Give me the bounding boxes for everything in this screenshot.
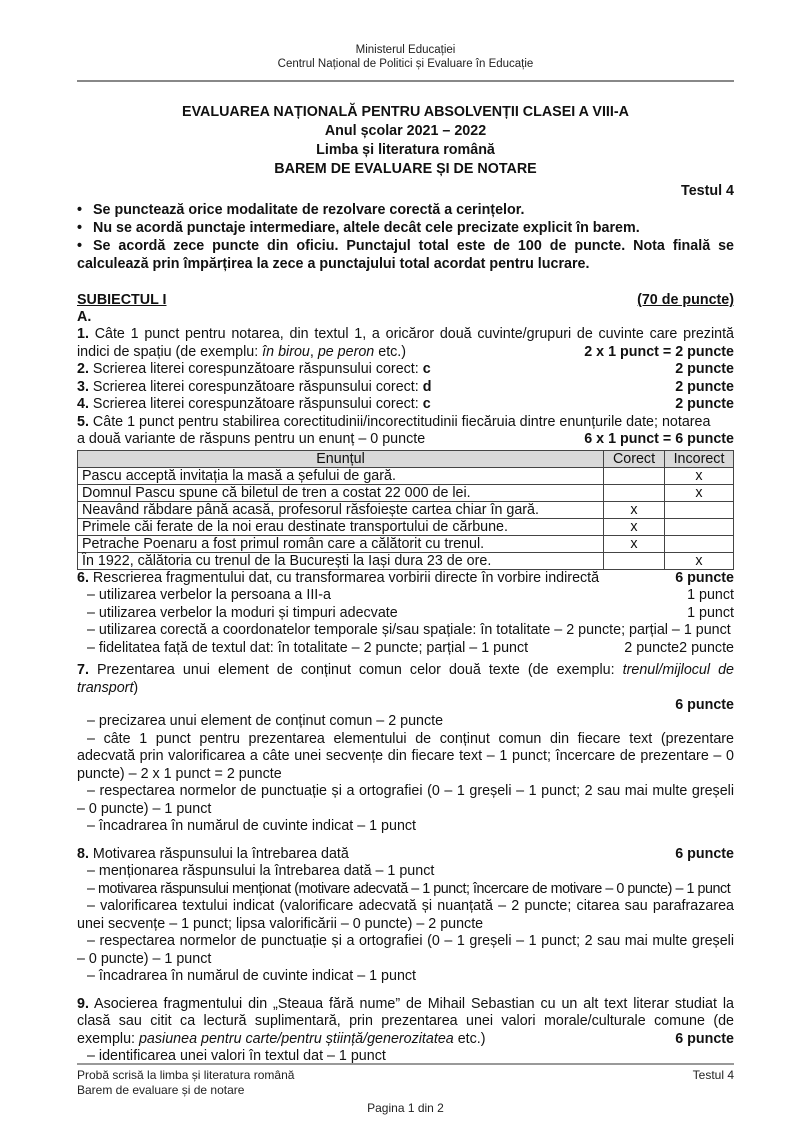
criterion: – utilizarea verbelor la persoana a III-a 1 punct	[87, 587, 734, 603]
table-row: Neavând răbdare până acasă, profesorul răsfoiește cartea chiar în gară. x	[78, 501, 734, 518]
bullet-icon: •	[77, 220, 83, 236]
table-row: Pascu acceptă invitația la masă a șefului de gară. x	[78, 467, 734, 484]
criterion: – valorificarea textului indicat (valorificare adecvată și nuanțată – 2 puncte; citarea sau parafrazarea unei secvențe – 1 punct; lipsa valorificării – 0 puncte) – 2 puncte	[77, 898, 734, 932]
answer-letter: c	[422, 396, 431, 412]
criterion: – încadrarea în numărul de cuvinte indicat – 1 punct	[87, 818, 417, 834]
rule-item: • Nu se acordă punctaje intermediare, altele decât cele precizate explicit în barem.	[77, 220, 640, 236]
subject-heading	[77, 291, 734, 309]
page-footer	[77, 1068, 734, 1116]
item-9: 9. Asocierea fragmentului din „Steaua fără nume” de Mihail Sebastian cu un alt text literar studiat la clasă sau citit ca lectură suplimentară, prin prezentarea unei valori morale/culturale comune (de exemplu: pasiunea pentru carte/pentru știință/generozitatea etc.) 6 puncte – identificarea unei valori în textul dat – 1 punct	[77, 995, 734, 1064]
subject-name: SUBIECTUL I	[77, 292, 167, 308]
section-label: A.	[77, 309, 92, 325]
footer-doc-type: Barem de evaluare și de notare	[77, 1083, 245, 1097]
item-7: 7. Prezentarea unui element de conținut comun celor două texte (de exemplu: trenul/mijlocul de transport) 6 puncte – precizarea unui element de conținut comun – 2 puncte – câte 1 punct pentru prezentarea elementului de conținut comun din fiecare text (prezentare adecvată prin valorificarea a câte unei secvențe din fiecare text – 1 punct; încercare de prezentare – 0 puncte) – 2 x 1 punct = 2 puncte – respectarea normelor de punctuație și a ortografiei (0 – 1 greșeli – 1 punct; 2 sau mai multe greșeli – 0 puncte) – 1 punct – încadrarea în numărul de cuvinte indicat – 1 punct	[77, 662, 734, 834]
item-6: 6. Rescrierea fragmentului dat, cu transformarea vorbirii directe în vorbire indirectă 6 puncte – utilizarea verbelor la persoana a III-a 1 punct – utilizarea verbelor la moduri și timpuri adecvate 1 punct – utilizarea corectă a coordonatelor temporale și/sau spațiale: în totalitate – 2 puncte; parțial – 1 punct 2 puncte – fidelitatea față de textul dat: în totalitate – 2 puncte; parțial – 1 punct 2 puncte	[77, 569, 734, 656]
document-page	[77, 0, 734, 1066]
table-row: Domnul Pascu spune că biletul de tren a costat 22 000 de lei. x	[78, 484, 734, 501]
footer-exam-name: Probă scrisă la limba și literatura română	[77, 1068, 295, 1082]
item-score: 6 puncte	[675, 569, 734, 586]
criterion: – încadrarea în numărul de cuvinte indicat – 1 punct	[87, 968, 417, 984]
rule-item: • Se acordă zece puncte din oficiu. Punctajul total este de 100 de puncte. Nota finală se calculează prin împărțirea la zece a punctajului total acordat pentru lucrare.	[77, 238, 734, 272]
title-line-barem: BAREM DE EVALUARE ȘI DE NOTARE	[274, 161, 537, 177]
table-header-row	[78, 450, 734, 467]
criterion: – utilizarea corectă a coordonatelor temporale și/sau spațiale: în totalitate – 2 puncte; parțial – 1 punct 2 puncte	[87, 622, 734, 656]
table-row: În 1922, călătoria cu trenul de la București la Iași dura 23 de ore. x	[78, 552, 734, 569]
subject-points: (70 de puncte)	[637, 292, 734, 308]
item-5: 5. Câte 1 punct pentru stabilirea corectitudinii/incorectitudinii fiecăruia dintre enunțurile date; notarea a două variante de răspuns pentru un enunț – 0 puncte 6 x 1 punct = 6 puncte Enunțul Corect Incorect Pascu acceptă invitația la masă a șefului de gară. x Domnul Pascu spune că biletul de tren a costat 22 000 de lei. x Neavând răbdare până acasă, profesorul răsfoiește cartea chiar în gară. x Primele căi ferate de la noi erau destinate transportului de cărbune. x Petrache Poenaru a fost primul român care a călătorit cu trenul. x În 1922, călătoria cu trenul de la București la Iași dura 23 de ore. x	[77, 413, 734, 569]
page-number: Pagina 1 din 2	[367, 1101, 444, 1115]
column-header-statement: Enunțul	[78, 450, 604, 467]
item-score: 6 puncte	[675, 845, 734, 862]
page-header	[77, 43, 734, 71]
item-score: 2 puncte	[675, 396, 734, 412]
criterion: – câte 1 punct pentru prezentarea elementului de conținut comun din fiecare text (prezentare adecvată prin valorificarea a câte unei secvențe din fiecare text – 1 punct; încercare de prezentare – 0 puncte) – 2 x 1 punct = 2 puncte	[77, 730, 734, 782]
table-row: Petrache Poenaru a fost primul român care a călătorit cu trenul. x	[78, 535, 734, 552]
criterion: – utilizarea verbelor la moduri și timpuri adecvate 1 punct	[87, 604, 734, 621]
item-score: 6 puncte	[675, 697, 734, 713]
footer-divider	[77, 1063, 734, 1065]
item-score: 6 x 1 punct = 6 puncte	[584, 431, 734, 447]
criterion: – motivarea răspunsului menționat (motivare adecvată – 1 punct; încercare de motivare – 0 puncte) – 1 punct	[87, 880, 731, 897]
ministry-name: Ministerul Educației	[355, 44, 456, 56]
bullet-icon: •	[77, 238, 83, 254]
item-1: 1. Câte 1 punct pentru notarea, din textul 1, a oricăror două cuvinte/grupuri de cuvinte care prezintă indici de spațiu (de exemplu: în birou, pe peron etc.) 2 x 1 punct = 2 puncte	[77, 326, 734, 360]
column-header-correct: Corect	[604, 450, 665, 467]
item-score: 2 x 1 punct = 2 puncte	[584, 343, 734, 360]
test-number: Testul 4	[681, 183, 734, 199]
table-row: Primele căi ferate de la noi erau destinate transportului de cărbune. x	[78, 518, 734, 535]
answer-letter: c	[422, 361, 431, 377]
item-score: 6 puncte	[675, 1030, 734, 1047]
bullet-icon: •	[77, 202, 83, 218]
title-line-subject: Limba și literatura română	[316, 142, 495, 158]
criterion: – fidelitatea față de textul dat: în totalitate – 2 puncte; parțial – 1 punct 2 puncte	[87, 639, 680, 656]
item-score: 2 puncte	[675, 361, 734, 377]
item-4: 4. Scrierea literei corespunzătoare răspunsului corect: c 2 puncte	[77, 396, 734, 412]
document-title	[77, 103, 734, 179]
title-line-year: Anul școlar 2021 – 2022	[324, 123, 487, 139]
answer-letter: d	[422, 378, 432, 395]
answers-table	[77, 450, 734, 570]
center-name: Centrul Național de Politici și Evaluare în Educație	[277, 58, 534, 70]
criterion: – menționarea răspunsului la întrebarea dată – 1 punct	[87, 863, 435, 879]
header-divider	[77, 80, 734, 82]
criterion: – respectarea normelor de punctuație și a ortografiei (0 – 1 greșeli – 1 punct; 2 sau mai multe greșeli – 0 puncte) – 1 punct	[77, 933, 734, 967]
column-header-incorrect: Incorect	[665, 450, 734, 467]
criterion: – precizarea unui element de conținut comun – 2 puncte	[87, 713, 444, 729]
footer-test-number: Testul 4	[692, 1068, 734, 1082]
item-2: 2. Scrierea literei corespunzătoare răspunsului corect: c 2 puncte	[77, 361, 734, 377]
item-3: 3. Scrierea literei corespunzătoare răspunsului corect: d 2 puncte	[77, 378, 734, 395]
general-rules	[77, 201, 734, 273]
title-line-exam: EVALUAREA NAȚIONALĂ PENTRU ABSOLVENȚII CLASEI A VIII-A	[182, 104, 629, 120]
criterion: – identificarea unei valori în textul dat – 1 punct	[87, 1048, 386, 1064]
item-score: 2 puncte	[675, 378, 734, 395]
rule-item: • Se punctează orice modalitate de rezolvare corectă a cerințelor.	[77, 202, 525, 218]
criterion: – respectarea normelor de punctuație și a ortografiei (0 – 1 greșeli – 1 punct; 2 sau mai multe greșeli – 0 puncte) – 1 punct	[77, 783, 734, 817]
item-8: 8. Motivarea răspunsului la întrebarea dată 6 puncte – menționarea răspunsului la întrebarea dată – 1 punct – motivarea răspunsului menționat (motivare adecvată – 1 punct; încercare de motivare – 0 puncte) – 1 punct – valorificarea textului indicat (valorificare adecvată și nuanțată – 2 puncte; citarea sau parafrazarea unei secvențe – 1 punct; lipsa valorificării – 0 puncte) – 2 puncte – respectarea normelor de punctuație și a ortografiei (0 – 1 greșeli – 1 punct; 2 sau mai multe greșeli – 0 puncte) – 1 punct – încadrarea în numărul de cuvinte indicat – 1 punct	[77, 845, 734, 984]
